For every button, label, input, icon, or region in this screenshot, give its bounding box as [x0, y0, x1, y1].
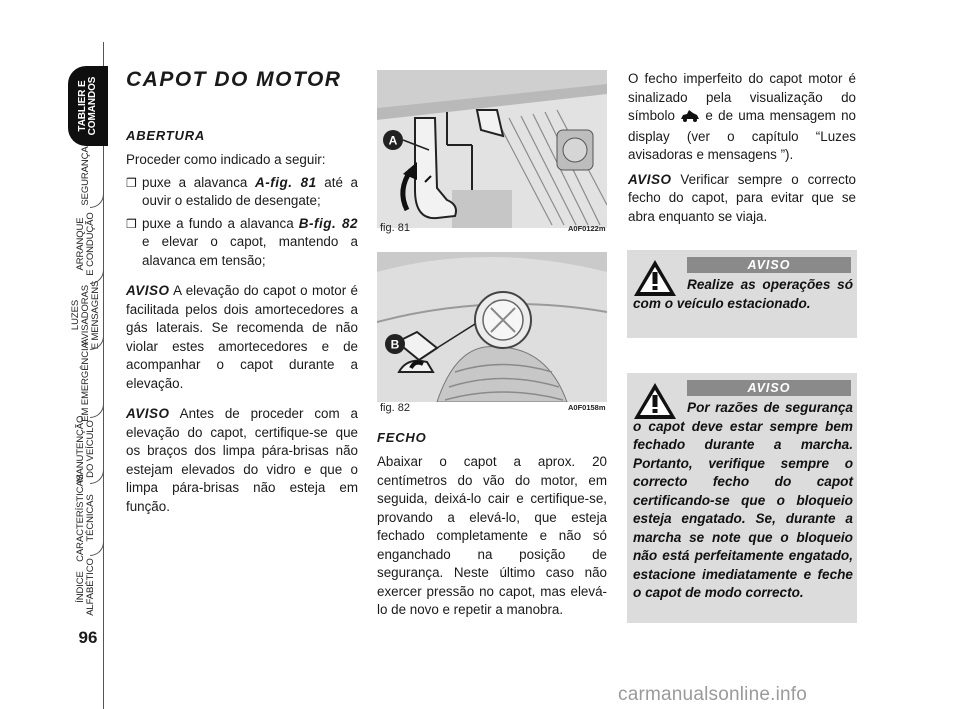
car-bonnet-open-icon: [680, 109, 700, 128]
figure-82-bonnet-lever: [377, 252, 607, 402]
list-item: ❒ puxe a fundo a alavanca B-fig. 82 e elevar o capot, mantendo a alavanca em tensão;: [126, 215, 358, 271]
aviso-paragraph: AVISO Antes de proceder com a elevação do capot, certifique-se que os braços dos limpa pára-brisas não estejam elevados do vidro e que o limpa pára-brisas não esteja em função.: [126, 406, 358, 514]
list-item: ❒ puxe a alavanca A-fig. 81 até a ouvir o estalido de desengate;: [126, 174, 358, 211]
figure-marker-a: A: [388, 133, 398, 148]
sidebar-divider: [103, 42, 104, 66]
figure-82-code: A0F0158m: [568, 403, 606, 412]
tab-label: ARRANQUE E CONDUÇÃO: [75, 212, 96, 276]
tab-label: CARACTERÍSTICAS TÉCNICAS: [75, 474, 96, 562]
watermark: carmanualsonline.info: [618, 684, 808, 705]
imperfect-closing-paragraph: O fecho imperfeito do capot motor é sinalizado pela visualização do símbolo e de uma mensagem no display (ver o capítulo “Luzes avisadoras e mensagens ”).: [628, 71, 856, 162]
warning-text: Por razões de segurança o capot deve estar sempre bem fechado durante a marcha. Portanto, verifique sempre o correcto fecho do capot certificando-se que o bloqueio esteja engatado. Se, durante a marcha se note que o bloqueio não está perfeitamente engatado, estacione imediatamente e feche o capot de modo correcto.: [633, 400, 853, 600]
aviso-paragraph: AVISO Verificar sempre o correcto fecho do capot, para evitar que se abra enquanto se viaja.: [628, 171, 856, 224]
aviso-label: AVISO: [628, 171, 672, 187]
opening-column: [126, 68, 358, 516]
tab-label: SEGURANÇA: [80, 146, 91, 206]
aviso-badge: AVISO: [687, 257, 851, 273]
figure-82-illustration: [377, 252, 607, 402]
chapter-sidebar: [0, 0, 104, 709]
tab-label: TABLIER E COMANDOS: [77, 76, 98, 136]
aviso-label: AVISO: [126, 283, 170, 298]
figure-81-code: A0F0122m: [568, 224, 606, 233]
figure-reference: B-fig. 82: [298, 215, 358, 231]
aviso-paragraph: AVISO A elevação do capot o motor é facilitada pelos dois amortecedores a gás laterais. Se recomenda de não violar estes amortecedores e de acompanhar o capot durante a elevação.: [126, 283, 358, 391]
warning-box-parked: [627, 250, 857, 338]
closing-instructions: Abaixar o capot a aprox. 20 centímetros do vão do motor, em seguida, deixá-lo cair e certifique-se, provando a elevá-lo, que esteja fechado completamente e não só enganchado na posição de segurança. Neste último caso não exercer pressão no capot, mas elevá-lo de novo e repetir a manobra.: [377, 454, 607, 617]
tab-label: ÍNDICE ALFABÉTICO: [75, 558, 96, 616]
warning-box-bonnet-closed: [627, 373, 857, 623]
figure-81-bonnet-lever: [377, 70, 607, 228]
checkbox-bullet-icon: ❒: [126, 175, 137, 190]
intro-text: Proceder como indicado a seguir:: [126, 152, 326, 167]
figure-reference: A-fig. 81: [254, 174, 317, 190]
figure-82-caption: fig. 82: [380, 402, 410, 414]
closing-column: [377, 430, 607, 620]
section-heading-abertura: ABERTURA: [126, 128, 206, 143]
section-heading-fecho: FECHO: [377, 430, 427, 445]
tab-tablier-comandos[interactable]: [68, 66, 108, 146]
tab-label: MANUTENÇÃO DO VEÍCULO: [75, 415, 96, 483]
warning-text: Realize as operações só com o veículo estacionado.: [633, 277, 853, 311]
figure-81-illustration: [377, 70, 607, 228]
figure-marker-b: B: [390, 337, 400, 352]
page-number: 96: [78, 628, 98, 647]
tab-label: EM EMERGÊNCIA: [80, 342, 91, 422]
aviso-badge: AVISO: [687, 380, 851, 396]
sidebar-divider: [103, 620, 104, 709]
warning-column: [628, 70, 856, 226]
figure-81-caption: fig. 81: [380, 222, 410, 234]
checkbox-bullet-icon: ❒: [126, 216, 137, 231]
aviso-label: AVISO: [126, 406, 170, 421]
page-title: CAPOT DO MOTOR: [126, 68, 342, 91]
tab-indice-alfabetico[interactable]: [68, 554, 104, 620]
tab-label: LUZES AVISADORAS E MENSAGENS: [70, 280, 101, 350]
